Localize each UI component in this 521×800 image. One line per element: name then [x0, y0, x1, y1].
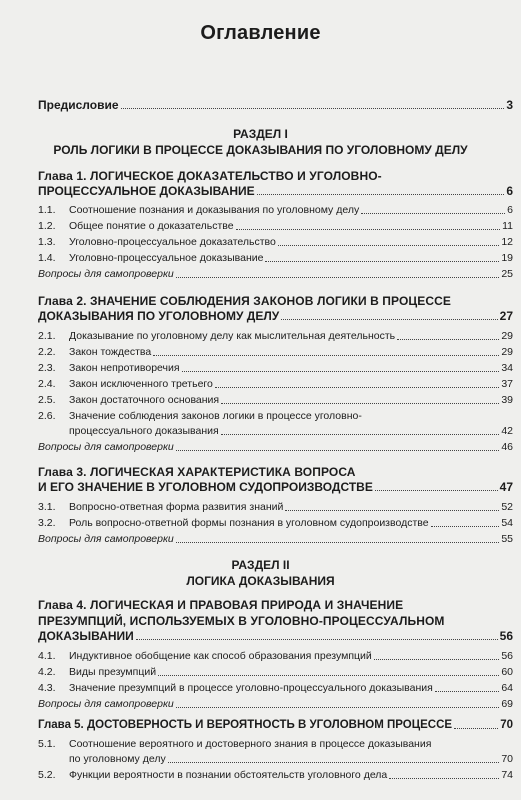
dot-leader [176, 542, 500, 543]
toc-entry-chapter-4[interactable] [38, 630, 513, 643]
toc-entry-questions-2[interactable] [38, 441, 513, 454]
entry-page: 3 [506, 98, 513, 112]
dot-leader [221, 403, 499, 404]
toc-entry-2-4[interactable] [38, 378, 513, 391]
entry-page: 37 [501, 378, 513, 390]
entry-page: 56 [499, 629, 513, 643]
entry-number: 5.2. [38, 769, 56, 781]
toc-entry-1-1[interactable] [38, 204, 513, 217]
toc-entry-1-2[interactable] [38, 220, 513, 233]
toc-entry-preface[interactable] [38, 99, 513, 112]
section-title: ЛОГИКА ДОКАЗЫВАНИЯ [186, 574, 335, 588]
dot-leader [281, 319, 497, 320]
toc-entry-questions-1[interactable] [38, 268, 513, 281]
entry-page: 46 [501, 441, 513, 453]
entry-number: 2.6. [38, 410, 56, 422]
entry-label: Закон исключенного третьего [69, 378, 213, 390]
entry-page: 6 [507, 204, 513, 216]
entry-page: 60 [501, 666, 513, 678]
entry-label: Уголовно-процессуальное доказывание [69, 252, 264, 264]
toc-entry-2-6[interactable] [38, 410, 513, 423]
dot-leader [121, 108, 505, 109]
dot-leader [389, 778, 499, 779]
dot-leader [257, 194, 505, 195]
page-title: Оглавление [200, 22, 321, 44]
section-label: РАЗДЕЛ I [233, 127, 288, 141]
entry-number: 4.3. [38, 682, 56, 694]
toc-entry-3-1[interactable] [38, 501, 513, 514]
dot-leader [236, 229, 501, 230]
entry-number: 3.2. [38, 517, 56, 529]
dot-leader [153, 355, 499, 356]
section-title: РОЛЬ ЛОГИКИ В ПРОЦЕССЕ ДОКАЗЫВАНИЯ ПО УГОЛОВНОМУ ДЕЛУ [53, 143, 468, 157]
section-label: РАЗДЕЛ II [231, 558, 290, 572]
dot-leader [278, 245, 499, 246]
entry-page: 42 [501, 425, 513, 437]
entry-number: 1.2. [38, 220, 56, 232]
entry-label: процессуального доказывания [69, 425, 219, 437]
entry-label: Виды презумпций [69, 666, 157, 678]
entry-page: 39 [501, 394, 513, 406]
entry-number: 1.1. [38, 204, 56, 216]
entry-page: 47 [499, 480, 513, 494]
entry-page: 34 [501, 362, 513, 374]
dot-leader [435, 691, 500, 692]
dot-leader [361, 213, 505, 214]
entry-label: Роль вопросно-ответной формы познания в уголовном судопроизводстве [69, 517, 429, 529]
entry-page: 70 [500, 719, 513, 731]
toc-entry-chapter-1[interactable] [38, 185, 513, 198]
toc-entry-5-1-cont[interactable] [69, 753, 513, 766]
dot-leader [176, 277, 500, 278]
entry-label: по уголовному делу [69, 753, 166, 765]
dot-leader [397, 339, 499, 340]
entry-label: Доказывание по уголовному делу как мыслительная деятельность [69, 330, 396, 342]
toc-entry-2-5[interactable] [38, 394, 513, 407]
toc-entry-5-2[interactable] [38, 769, 513, 782]
toc-entry-4-3[interactable] [38, 682, 513, 695]
toc-entry-4-1[interactable] [38, 650, 513, 663]
entry-number: 2.5. [38, 394, 56, 406]
entry-label: ДОКАЗЫВАНИЯ ПО УГОЛОВНОМУ ДЕЛУ [38, 309, 280, 323]
entry-page: 69 [501, 698, 513, 710]
toc-entry-2-2[interactable] [38, 346, 513, 359]
entry-number: 4.1. [38, 650, 56, 662]
chapter-heading-line: Глава 2. ЗНАЧЕНИЕ СОБЛЮДЕНИЯ ЗАКОНОВ ЛОГИКИ В ПРОЦЕССЕ [38, 294, 452, 308]
entry-label: Вопросы для самопроверки [38, 268, 174, 280]
entry-number: 2.4. [38, 378, 56, 390]
entry-label: Соотношение вероятного и достоверного знания в процессе доказывания [69, 738, 432, 750]
chapter-heading-line: Глава 1. ЛОГИЧЕСКОЕ ДОКАЗАТЕЛЬСТВО И УГОЛОВНО- [38, 169, 382, 183]
entry-label: Вопросно-ответная форма развития знаний [69, 501, 284, 513]
entry-number: 3.1. [38, 501, 56, 513]
entry-page: 56 [501, 650, 513, 662]
toc-entry-chapter-3[interactable] [38, 481, 513, 494]
entry-label: Закон достаточного основания [69, 394, 220, 406]
dot-leader [431, 526, 500, 527]
toc-entry-chapter-5[interactable] [38, 719, 513, 732]
entry-page: 70 [501, 753, 513, 765]
entry-number: 4.2. [38, 666, 56, 678]
entry-page: 55 [501, 533, 513, 545]
entry-label: Вопросы для самопроверки [38, 441, 174, 453]
entry-label: Вопросы для самопроверки [38, 698, 174, 710]
entry-label: Значение соблюдения законов логики в процессе уголовно- [69, 410, 362, 422]
entry-page: 6 [506, 184, 513, 198]
entry-label: Уголовно-процессуальное доказательство [69, 236, 276, 248]
entry-page: 64 [501, 682, 513, 694]
dot-leader [176, 450, 500, 451]
entry-label: Закон тождества [69, 346, 152, 358]
dot-leader [221, 434, 500, 435]
entry-page: 25 [501, 268, 513, 280]
entry-page: 12 [501, 236, 513, 248]
entry-page: 52 [501, 501, 513, 513]
toc-entry-1-4[interactable] [38, 252, 513, 265]
entry-label: И ЕГО ЗНАЧЕНИЕ В УГОЛОВНОМ СУДОПРОИЗВОДСТВЕ [38, 480, 373, 494]
entry-number: 1.4. [38, 252, 56, 264]
entry-number: 5.1. [38, 738, 56, 750]
entry-page: 54 [501, 517, 513, 529]
entry-label: Предисловие [38, 98, 119, 112]
entry-label: Функции вероятности в познании обстоятельств уголовного дела [69, 769, 388, 781]
entry-label: Значение презумпций в процессе уголовно-процессуального доказывания [69, 682, 433, 694]
entry-page: 29 [501, 330, 513, 342]
entry-number: 2.1. [38, 330, 56, 342]
dot-leader [285, 510, 499, 511]
dot-leader [375, 490, 498, 491]
entry-number: 2.3. [38, 362, 56, 374]
dot-leader [176, 707, 500, 708]
entry-label: Общее понятие о доказательстве [69, 220, 234, 232]
dot-leader [215, 387, 499, 388]
entry-label: ПРОЦЕССУАЛЬНОЕ ДОКАЗЫВАНИЕ [38, 184, 255, 198]
toc-entry-1-3[interactable] [38, 236, 513, 249]
dot-leader [158, 675, 499, 676]
toc-entry-2-1[interactable] [38, 330, 513, 343]
entry-page: 27 [499, 309, 513, 323]
chapter-heading-line: Глава 4. ЛОГИЧЕСКАЯ И ПРАВОВАЯ ПРИРОДА И ЗНАЧЕНИЕ [38, 598, 404, 612]
entry-page: 19 [501, 252, 513, 264]
toc-entry-3-2[interactable] [38, 517, 513, 530]
dot-leader [454, 728, 498, 729]
entry-label: Глава 5. ДОСТОВЕРНОСТЬ И ВЕРОЯТНОСТЬ В УГОЛОВНОМ ПРОЦЕССЕ [38, 719, 453, 731]
entry-page: 11 [502, 220, 513, 232]
entry-number: 2.2. [38, 346, 56, 358]
entry-label: Закон непротиворечия [69, 362, 180, 374]
entry-label: Соотношение познания и доказывания по уголовному делу [69, 204, 360, 216]
entry-label: Вопросы для самопроверки [38, 533, 174, 545]
toc-entry-chapter-2[interactable] [38, 310, 513, 323]
dot-leader [136, 639, 498, 640]
dot-leader [265, 261, 499, 262]
entry-page: 74 [501, 769, 513, 781]
entry-label: Индуктивное обобщение как способ образования презумпций [69, 650, 372, 662]
dot-leader [182, 371, 500, 372]
entry-page: 29 [501, 346, 513, 358]
dot-leader [374, 659, 500, 660]
dot-leader [168, 762, 500, 763]
entry-label: ДОКАЗЫВАНИИ [38, 629, 134, 643]
toc-entry-2-6-cont[interactable] [69, 425, 513, 438]
entry-number: 1.3. [38, 236, 56, 248]
toc-entry-5-1[interactable] [38, 738, 513, 751]
chapter-heading-line: ПРЕЗУМПЦИЙ, ИСПОЛЬЗУЕМЫХ В УГОЛОВНО-ПРОЦЕССУАЛЬНОМ [38, 614, 445, 628]
toc-entry-questions-4[interactable] [38, 698, 513, 711]
toc-entry-questions-3[interactable] [38, 533, 513, 546]
chapter-heading-line: Глава 3. ЛОГИЧЕСКАЯ ХАРАКТЕРИСТИКА ВОПРОСА [38, 465, 356, 479]
toc-entry-4-2[interactable] [38, 666, 513, 679]
toc-entry-2-3[interactable] [38, 362, 513, 375]
